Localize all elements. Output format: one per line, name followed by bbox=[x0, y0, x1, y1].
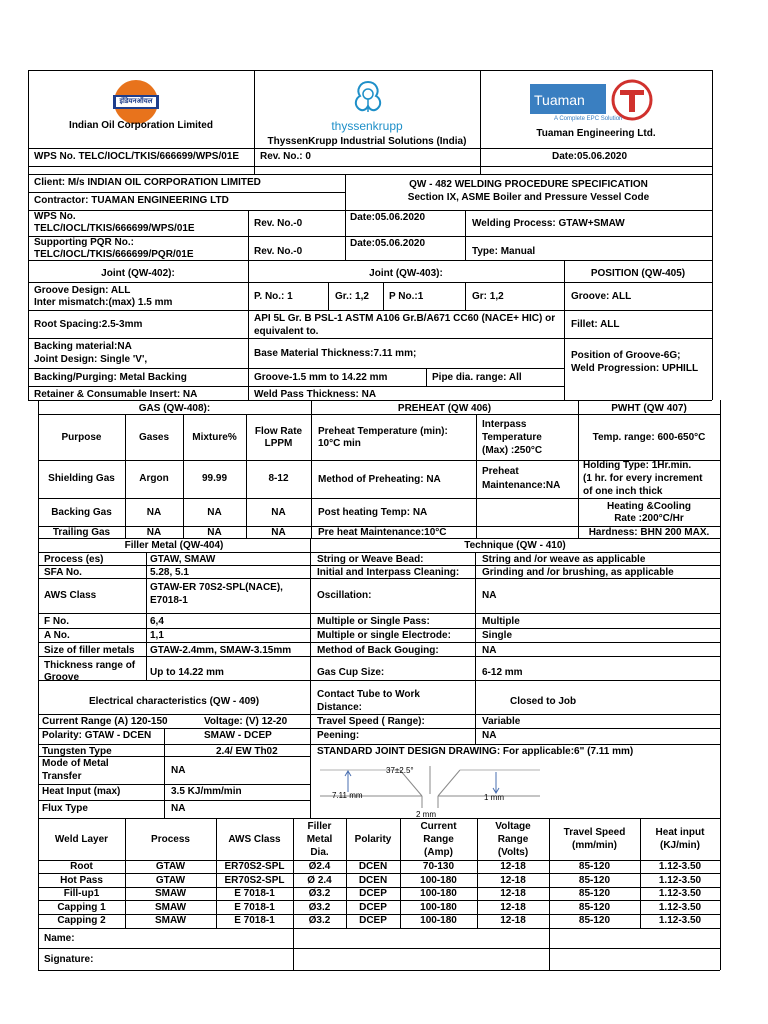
pipe-dia-divider bbox=[426, 368, 427, 386]
process-value: GTAW, SMAW bbox=[150, 554, 216, 565]
header-divider-2 bbox=[480, 70, 481, 174]
table-cell: SMAW bbox=[154, 902, 187, 913]
f-number-value: 6,4 bbox=[150, 616, 164, 627]
contact-tube-label-2: Distance: bbox=[317, 702, 363, 713]
table-cell: 12-18 bbox=[500, 861, 526, 872]
gas-trailing-mixture: NA bbox=[207, 527, 222, 538]
interpass-value: (Max) :250°C bbox=[482, 445, 543, 456]
preheat-maintenance-value: Maintenance:NA bbox=[482, 480, 561, 491]
position-of-groove: Position of Groove-6G; bbox=[571, 350, 681, 361]
table-cell: 12-18 bbox=[500, 888, 526, 899]
retainer-insert: Retainer & Consumable Insert: NA bbox=[34, 389, 198, 400]
mode-transfer-value: NA bbox=[171, 765, 186, 776]
holding-type: Holding Type: 1Hr.min. bbox=[583, 460, 692, 471]
wt-head-aws: AWS Class bbox=[228, 834, 281, 845]
peening-label: Peening: bbox=[317, 730, 360, 741]
heating-cooling-label: Heating &Cooling bbox=[607, 501, 691, 512]
contractor: Contractor: TUAMAN ENGINEERING LTD bbox=[34, 195, 229, 206]
group-number-2: Gr: 1,2 bbox=[472, 291, 504, 302]
wps-rev: Rev. No.-0 bbox=[254, 218, 303, 229]
wt-head-current-3: (Amp) bbox=[424, 847, 453, 858]
joint-design: Joint Design: Single 'V', bbox=[34, 354, 148, 365]
table-cell: 12-18 bbox=[500, 915, 526, 926]
mode-transfer-label-2: Transfer bbox=[42, 771, 82, 782]
frame-top-line bbox=[28, 70, 712, 71]
gas-col-flow-rate: Flow Rate bbox=[254, 426, 303, 437]
hardness: Hardness: BHN 200 MAX. bbox=[588, 527, 710, 538]
header-date: Date:05.06.2020 bbox=[552, 151, 628, 162]
preheat-maintenance-label: Preheat bbox=[482, 466, 519, 477]
table-cell: DCEP bbox=[359, 915, 387, 926]
weld-progression: Weld Progression: UPHILL bbox=[571, 363, 699, 374]
gas-preheat-divider bbox=[311, 400, 312, 538]
wt-head-voltage-2: Range bbox=[497, 834, 529, 845]
table-row: Fill-up1 bbox=[63, 888, 100, 899]
table-cell: 1.12-3.50 bbox=[658, 915, 702, 926]
info-client-line bbox=[28, 192, 345, 193]
iocl-name: Indian Oil Corporation Limited bbox=[69, 120, 213, 131]
wt-head-travel-2: (mm/min) bbox=[572, 840, 617, 851]
line-current bbox=[38, 714, 720, 715]
f-number-label: F No. bbox=[44, 616, 69, 627]
header-row-line bbox=[28, 148, 712, 149]
gas-shielding-flow: 8-12 bbox=[268, 473, 289, 484]
table-row: Root bbox=[70, 861, 93, 872]
thickness-range-value: Up to 14.22 mm bbox=[150, 667, 224, 678]
document-title: QW - 482 WELDING PROCEDURE SPECIFICATION bbox=[409, 179, 648, 190]
gas-shielding-purpose: Shielding Gas bbox=[48, 473, 115, 484]
post-heating-temp: Post heating Temp: NA bbox=[318, 507, 428, 518]
table-cell: Ø3.2 bbox=[308, 915, 331, 926]
table-cell: Ø3.2 bbox=[308, 902, 331, 913]
filler-size-value: GTAW-2.4mm, SMAW-3.15mm bbox=[150, 645, 292, 656]
electrode-value: Single bbox=[482, 630, 513, 641]
backing-top-line bbox=[28, 338, 712, 339]
table-cell: SMAW bbox=[154, 888, 187, 899]
table-cell: 85-120 bbox=[578, 861, 611, 872]
wt-head-voltage-3: (Volts) bbox=[497, 847, 529, 858]
string-weave-label: String or Weave Bead: bbox=[317, 554, 424, 565]
tuaman-logo-text: Tuaman bbox=[534, 92, 585, 108]
name-field-2[interactable] bbox=[550, 929, 719, 947]
thyssenkrupp-logo-text: thyssenkrupp bbox=[331, 119, 403, 133]
aws-class-label: AWS Class bbox=[44, 590, 97, 601]
iocl-logo-text: इंडियनऑयल bbox=[119, 98, 153, 105]
pno-divider-3 bbox=[465, 282, 466, 310]
pwht-header: PWHT (QW 407) bbox=[611, 403, 687, 414]
wps-date: Date:05.06.2020 bbox=[350, 212, 426, 223]
pass-value: Multiple bbox=[482, 616, 520, 627]
travel-speed-label: Travel Speed ( Range): bbox=[317, 716, 425, 727]
heat-input-value: 3.5 KJ/mm/min bbox=[171, 786, 242, 797]
current-range: Current Range (A) 120-150 bbox=[42, 716, 168, 727]
tuaman-tagline: A Complete EPC Solution bbox=[554, 116, 623, 122]
line-flux bbox=[38, 800, 310, 801]
gas-backing-purpose: Backing Gas bbox=[51, 507, 112, 518]
pqr-value: TELC/IOCL/TKIS/666699/PQR/01E bbox=[34, 249, 194, 260]
table-cell: SMAW bbox=[154, 915, 187, 926]
table-row: Capping 1 bbox=[57, 902, 106, 913]
table-cell: 70-130 bbox=[422, 861, 455, 872]
holding-thickness: of one inch thick bbox=[583, 486, 663, 497]
gas-col-mixture: Mixture% bbox=[192, 432, 237, 443]
table-cell: 100-180 bbox=[420, 915, 457, 926]
wt-head-travel-1: Travel Speed bbox=[563, 827, 626, 838]
gas-cup-value: 6-12 mm bbox=[482, 667, 523, 678]
line-heat-input bbox=[38, 784, 310, 785]
pass-label: Multiple or Single Pass: bbox=[317, 616, 430, 627]
weld-table-top-line bbox=[38, 818, 720, 819]
gas-backing-gases: NA bbox=[146, 507, 162, 518]
table-cell: ER70S2-SPL bbox=[224, 861, 285, 872]
heating-cooling-rate: Rate :200°C/Hr bbox=[614, 513, 684, 524]
table-cell: DCEP bbox=[359, 888, 387, 899]
table-cell: E 7018-1 bbox=[234, 915, 275, 926]
oscillation-value: NA bbox=[482, 590, 497, 601]
cleaning-value: Grinding and /or brushing, as applicable bbox=[482, 567, 674, 578]
flux-type-value: NA bbox=[171, 803, 186, 814]
wt-head-filler-3: Dia. bbox=[310, 847, 329, 858]
gas-backing-mixture: NA bbox=[207, 507, 222, 518]
aws-class-value-1: GTAW-ER 70S2-SPL(NACE), bbox=[150, 582, 283, 593]
string-weave-value: String and /or weave as applicable bbox=[482, 554, 646, 565]
table-cell: ER70S2-SPL bbox=[224, 875, 285, 886]
line-tungsten bbox=[38, 744, 720, 745]
backing-gas-top-line bbox=[38, 498, 720, 499]
dim-thickness: 7.11 mm bbox=[332, 791, 363, 800]
gas-col-purpose: Purpose bbox=[61, 432, 102, 443]
backing-material: Backing material:NA bbox=[34, 341, 132, 352]
welding-type: Type: Manual bbox=[472, 246, 536, 257]
wps-label: WPS No. bbox=[34, 211, 76, 222]
pwht-temp-range: Temp. range: 600-650°C bbox=[592, 432, 706, 443]
gas-shielding-gases: Argon bbox=[139, 473, 169, 484]
interpass-label-2: Temperature bbox=[482, 432, 542, 443]
wt-head-current-1: Current bbox=[420, 821, 457, 832]
pno-divider-2 bbox=[383, 282, 384, 310]
name-label: Name: bbox=[44, 933, 75, 944]
dim-root-land: 1 mm bbox=[484, 793, 504, 802]
process-label: Process (es) bbox=[44, 554, 104, 565]
joint-divider-2 bbox=[564, 260, 565, 400]
table-cell: E 7018-1 bbox=[234, 888, 275, 899]
dim-bevel-angle: 37±2.5° bbox=[386, 766, 414, 775]
table-cell: 1.12-3.50 bbox=[658, 888, 702, 899]
inter-mismatch: Inter mismatch:(max) 1.5 mm bbox=[34, 297, 173, 308]
preheat-col bbox=[476, 414, 477, 538]
pipe-dia-range: Pipe dia. range: All bbox=[432, 372, 522, 383]
pno-divider-1 bbox=[328, 282, 329, 310]
group-number-1: Gr.: 1,2 bbox=[335, 291, 369, 302]
wt-head-process: Process bbox=[151, 834, 190, 845]
table-cell: 12-18 bbox=[500, 902, 526, 913]
voltage-range: Voltage: (V) 12-20 bbox=[204, 716, 288, 727]
document-subtitle: Section IX, ASME Boiler and Pressure Vessel Code bbox=[407, 192, 650, 203]
gas-backing-flow: NA bbox=[271, 507, 286, 518]
cleaning-label: Initial and Interpass Cleaning: bbox=[317, 567, 460, 578]
preheat-header: PREHEAT (QW 406) bbox=[397, 403, 492, 414]
tungsten-divider bbox=[164, 728, 165, 818]
signature-field-2[interactable] bbox=[550, 949, 719, 969]
frame-right-line-upper bbox=[712, 70, 713, 400]
signature-label: Signature: bbox=[44, 954, 94, 965]
technique-header: Technique (QW - 410) bbox=[464, 540, 566, 551]
fillet-position: Fillet: ALL bbox=[571, 319, 620, 330]
contact-tube-value: Closed to Job bbox=[510, 696, 577, 707]
wps-document bbox=[28, 70, 712, 970]
purging-top-line bbox=[28, 368, 564, 369]
filler-size-label: Size of filler metals bbox=[44, 645, 135, 656]
thickness-range-label-2: Groove bbox=[44, 672, 80, 683]
groove-design: Groove Design: ALL bbox=[34, 285, 131, 296]
table-cell: 1.12-3.50 bbox=[658, 861, 702, 872]
groove-range: Groove-1.5 mm to 14.22 mm bbox=[254, 372, 388, 383]
p-number-1: P. No.: 1 bbox=[254, 291, 293, 302]
mode-transfer-label-1: Mode of Metal bbox=[42, 758, 109, 769]
wps-number: WPS No. TELC/IOCL/TKIS/666699/WPS/01E bbox=[34, 151, 240, 162]
root-spacing: Root Spacing:2.5-3mm bbox=[34, 319, 143, 330]
travel-speed-value: Variable bbox=[482, 716, 521, 727]
backing-purging: Backing/Purging: Metal Backing bbox=[34, 372, 187, 383]
table-row: Capping 2 bbox=[57, 915, 106, 926]
gas-cup-label: Gas Cup Size: bbox=[317, 667, 385, 678]
info-top-line bbox=[28, 174, 712, 175]
table-cell: 85-120 bbox=[578, 915, 611, 926]
base-material-equivalent: equivalent to. bbox=[254, 326, 319, 337]
table-cell: Ø 2.4 bbox=[307, 875, 332, 886]
sfa-label: SFA No. bbox=[44, 567, 82, 578]
pqr-label: Supporting PQR No.: bbox=[34, 237, 134, 248]
joint-header-bottom-line bbox=[28, 282, 712, 283]
line-ano bbox=[38, 628, 720, 629]
table-cell: GTAW bbox=[155, 861, 186, 872]
table-cell: 1.12-3.50 bbox=[658, 902, 702, 913]
info-wps-top-line bbox=[28, 210, 712, 211]
gas-trailing-purpose: Trailing Gas bbox=[52, 527, 111, 538]
wt-head-filler-1: Filler bbox=[307, 821, 332, 832]
table-cell: DCEN bbox=[358, 861, 388, 872]
pqr-rev: Rev. No.-0 bbox=[254, 246, 303, 257]
filler-metal-header: Filler Metal (QW-404) bbox=[124, 540, 224, 551]
flux-type-label: Flux Type bbox=[42, 803, 88, 814]
name-field-1[interactable] bbox=[294, 929, 548, 947]
table-cell: Ø2.4 bbox=[308, 861, 331, 872]
table-cell: 100-180 bbox=[420, 902, 457, 913]
line-size bbox=[38, 642, 720, 643]
preheat-min-temp: Preheat Temperature (min): bbox=[318, 426, 448, 437]
table-cell: 100-180 bbox=[420, 875, 457, 886]
technique-label-divider bbox=[475, 552, 476, 744]
tuaman-logo bbox=[530, 78, 658, 122]
heat-input-label: Heat Input (max) bbox=[42, 786, 121, 797]
oscillation-label: Oscillation: bbox=[317, 590, 372, 601]
interpass-label-1: Interpass bbox=[482, 419, 527, 430]
wt-head-filler-2: Metal bbox=[306, 834, 333, 845]
dim-root-gap: 2 mm bbox=[416, 810, 436, 819]
table-cell: 85-120 bbox=[578, 902, 611, 913]
p-number-2: P No.:1 bbox=[389, 291, 424, 302]
frame-right-line-lower bbox=[720, 400, 721, 970]
gas-shielding-mixture: 99.99 bbox=[201, 473, 228, 484]
base-material-spec: API 5L Gr. B PSL-1 ASTM A106 Gr.B/A671 CC60 (NACE+ HIC) or bbox=[254, 313, 556, 324]
line-polarity bbox=[38, 728, 720, 729]
wps-date-divider bbox=[345, 210, 346, 260]
table-cell: 12-18 bbox=[500, 875, 526, 886]
thyssenkrupp-logo bbox=[338, 78, 398, 118]
revision-number: Rev. No.: 0 bbox=[260, 151, 311, 162]
method-of-preheating: Method of Preheating: NA bbox=[318, 474, 441, 485]
signature-field-1[interactable] bbox=[294, 949, 548, 969]
table-cell: DCEP bbox=[359, 902, 387, 913]
line-electrical bbox=[38, 680, 720, 681]
table-cell: 85-120 bbox=[578, 888, 611, 899]
filler-technique-divider bbox=[310, 538, 311, 818]
a-number-value: 1,1 bbox=[150, 630, 164, 641]
sfa-value: 5.28, 5.1 bbox=[150, 567, 189, 578]
filler-label-divider bbox=[146, 552, 147, 680]
gas-col-flow-unit: LPPM bbox=[264, 438, 293, 449]
wt-head-polarity: Polarity bbox=[354, 834, 392, 845]
back-gouging-label: Method of Back Gouging: bbox=[317, 645, 439, 656]
welding-process: Welding Process: GTAW+SMAW bbox=[472, 218, 625, 229]
peening-value: NA bbox=[482, 730, 497, 741]
joint-drawing-title: STANDARD JOINT DESIGN DRAWING: For applicable:6" (7.11 mm) bbox=[317, 746, 634, 757]
weld-pass-thickness: Weld Pass Thickness: NA bbox=[254, 389, 377, 400]
gas-header: GAS (QW-408): bbox=[138, 403, 211, 414]
preheat-min-value: 10°C min bbox=[318, 438, 361, 449]
table-cell: Ø3.2 bbox=[308, 888, 331, 899]
wt-row-1 bbox=[38, 873, 720, 874]
polarity-gtaw: Polarity: GTAW - DCEN bbox=[42, 730, 152, 741]
gas-trailing-flow: NA bbox=[271, 527, 286, 538]
back-gouging-value: NA bbox=[482, 645, 497, 656]
wps-value: TELC/IOCL/TKIS/666699/WPS/01E bbox=[34, 223, 195, 234]
wt-row-3 bbox=[38, 900, 720, 901]
table-cell: DCEN bbox=[358, 875, 388, 886]
table-cell: 1.12-3.50 bbox=[658, 875, 702, 886]
wps-process-divider bbox=[465, 210, 466, 260]
wt-head-heat-1: Heat input bbox=[655, 827, 705, 838]
table-cell: 100-180 bbox=[420, 888, 457, 899]
wt-head-layer: Weld Layer bbox=[54, 834, 109, 845]
table-cell: E 7018-1 bbox=[234, 902, 275, 913]
retainer-top-line bbox=[28, 386, 564, 387]
a-number-label: A No. bbox=[44, 630, 70, 641]
position-405-header: POSITION (QW-405) bbox=[590, 268, 686, 279]
joint-402-header: Joint (QW-402): bbox=[101, 268, 175, 279]
joint-403-header: Joint (QW-403): bbox=[369, 268, 443, 279]
tungsten-label: Tungsten Type bbox=[42, 746, 112, 757]
table-row: Hot Pass bbox=[60, 875, 103, 886]
preheat-maintenance: Pre heat Maintenance:10°C bbox=[318, 527, 447, 538]
tuaman-name: Tuaman Engineering Ltd. bbox=[536, 128, 656, 139]
client: Client: M/s INDIAN OIL CORPORATION LIMITED bbox=[34, 177, 261, 188]
holding-increment: (1 hr. for every increment bbox=[583, 473, 703, 484]
joint-divider-1 bbox=[248, 260, 249, 400]
table-cell: GTAW bbox=[155, 875, 186, 886]
base-thickness: Base Material Thickness:7.11 mm; bbox=[254, 348, 417, 359]
tungsten-value: 2.4/ EW Th02 bbox=[216, 746, 278, 757]
pqr-date: Date:05.06.2020 bbox=[350, 238, 426, 249]
filler-header-bottom-line bbox=[38, 552, 720, 553]
line-fno bbox=[38, 613, 720, 614]
wps-rev-divider bbox=[248, 210, 249, 260]
wt-head-current-2: Range bbox=[423, 834, 454, 845]
wt-head-heat-2: (KJ/min) bbox=[660, 840, 700, 851]
table-cell: 85-120 bbox=[578, 875, 611, 886]
contact-tube-label-1: Contact Tube to Work bbox=[317, 689, 420, 700]
signature-row-line bbox=[38, 970, 720, 971]
thickness-range-label-1: Thickness range of bbox=[44, 660, 136, 671]
iocl-logo bbox=[108, 78, 164, 126]
polarity-smaw: SMAW - DCEP bbox=[204, 730, 272, 741]
aws-class-value-2: E7018-1 bbox=[150, 595, 188, 606]
wt-head-voltage-1: Voltage bbox=[495, 821, 531, 832]
electrical-header: Electrical characteristics (QW - 409) bbox=[88, 696, 260, 707]
root-top-line bbox=[28, 310, 712, 311]
header-bottom-line bbox=[28, 166, 712, 167]
tkis-name: ThyssenKrupp Industrial Solutions (India) bbox=[267, 136, 467, 147]
electrode-label: Multiple or single Electrode: bbox=[317, 630, 451, 641]
joint-design-drawing bbox=[320, 758, 540, 816]
groove-position: Groove: ALL bbox=[571, 291, 632, 302]
gas-trailing-gases: NA bbox=[146, 527, 162, 538]
gas-col-gases: Gases bbox=[138, 432, 170, 443]
